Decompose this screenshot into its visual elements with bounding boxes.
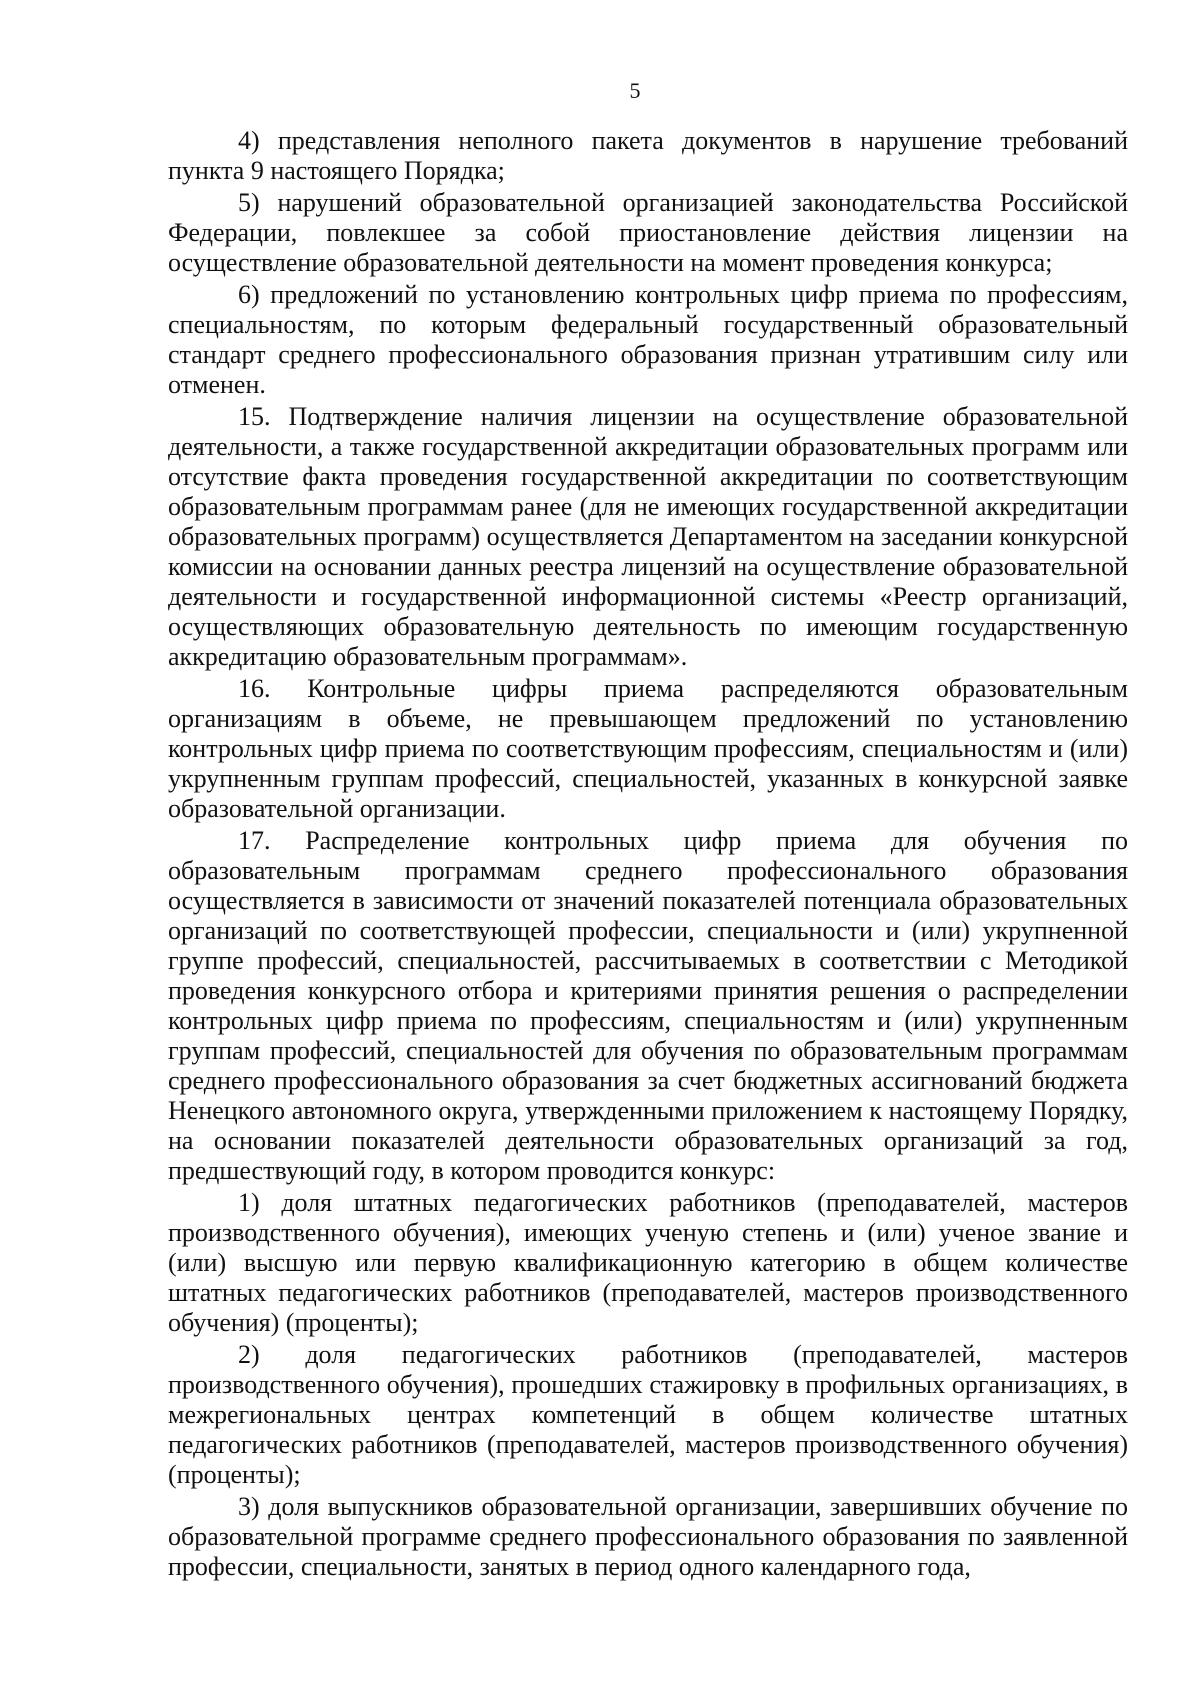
page-number: 5 (629, 78, 641, 103)
document-body (168, 126, 1128, 1584)
paragraph-clause-17: 17. Распределение контрольных цифр приема для обучения по образовательным программам среднего профессионального образования осуществляется в зависимости от значений показателей потенциала образовательных организаций по соответствующей профессии, специальности и (или) укрупненной группе профессий, специальностей, рассчитываемых в соответствии с Методикой проведения конкурсного отбора и критериями принятия решения о распределении контрольных цифр приема по профессиям, специальностям и (или) укрупненным группам профессий, специальностей для обучения по образовательным программам среднего профессионального образования за счет бюджетных ассигнований бюджета Ненецкого автономного округа, утвержденными приложением к настоящему Порядку, на основании показателей деятельности образовательных организаций за год, предшествующий году, в котором проводится конкурс: (168, 826, 1128, 1185)
paragraph-clause-16: 16. Контрольные цифры приема распределяются образовательным организациям в объеме, не превышающем предложений по установлению контрольных цифр приема по соответствующим профессиям, специальностям и (или) укрупненным группам профессий, специальностей, указанных в конкурсной заявке образовательной организации. (168, 674, 1128, 823)
paragraph-indicator-2: 2) доля педагогических работников (преподавателей, мастеров производственного обучения), прошедших стажировку в профильных организациях, в межрегиональных центрах компетенций в общем количестве штатных педагогических работников (преподавателей, мастеров производственного обучения) (проценты); (168, 1340, 1128, 1489)
paragraph-item-5: 5) нарушений образовательной организацией законодательства Российской Федерации, повлекшее за собой приостановление действия лицензии на осуществление образовательной деятельности на момент проведения конкурса; (168, 188, 1128, 277)
paragraph-clause-15: 15. Подтверждение наличия лицензии на осуществление образовательной деятельности, а также государственной аккредитации образовательных программ или отсутствие факта проведения государственной аккредитации по соответствующим образовательным программам ранее (для не имеющих государственной аккредитации образовательных программ) осуществляется Департаментом на заседании конкурсной комиссии на основании данных реестра лицензий на осуществление образовательной деятельности и государственной информационной системы «Реестр организаций, осуществляющих образовательную деятельность по имеющим государственную аккредитацию образовательным программам». (168, 402, 1128, 671)
paragraph-indicator-1: 1) доля штатных педагогических работников (преподавателей, мастеров производственного обучения), имеющих ученую степень и (или) ученое звание и (или) высшую или первую квалификационную категорию в общем количестве штатных педагогических работников (преподавателей, мастеров производственного обучения) (проценты); (168, 1188, 1128, 1337)
paragraph-item-4: 4) представления неполного пакета документов в нарушение требований пункта 9 настоящего Порядка; (168, 126, 1128, 185)
paragraph-indicator-3: 3) доля выпускников образовательной организации, завершивших обучение по образовательной программе среднего профессионального образования по заявленной профессии, специальности, занятых в период одного календарного года, (168, 1492, 1128, 1581)
paragraph-item-6: 6) предложений по установлению контрольных цифр приема по профессиям, специальностям, по которым федеральный государственный образовательный стандарт среднего профессионального образования признан утратившим силу или отменен. (168, 280, 1128, 399)
